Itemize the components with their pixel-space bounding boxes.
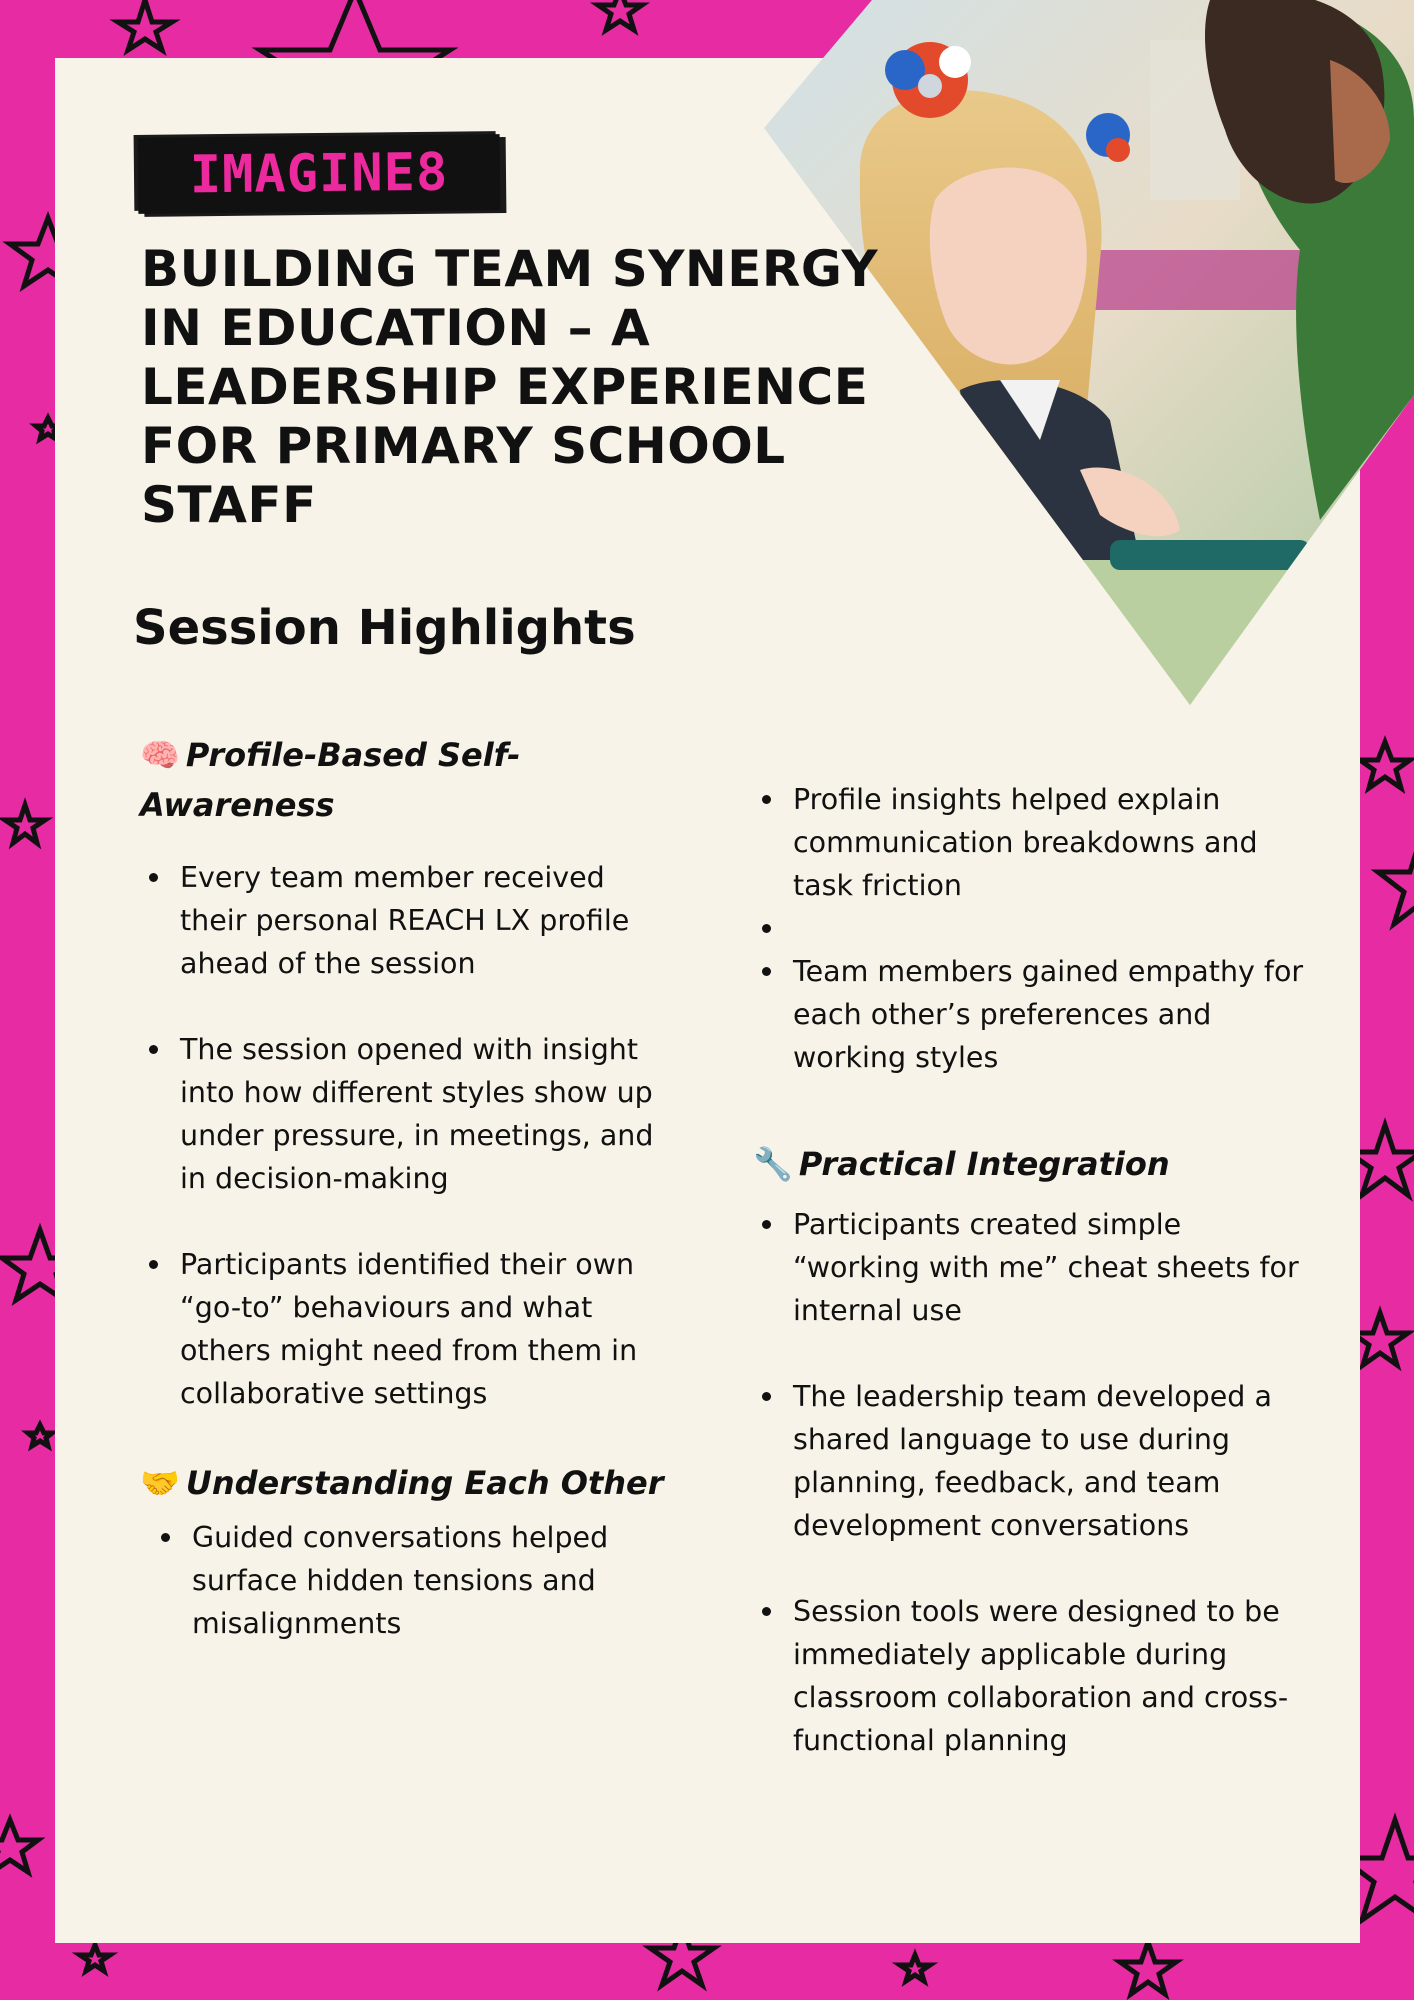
star-icon bbox=[0, 1820, 38, 1872]
list-item: Every team member received their personal REACH LX profile ahead of the session bbox=[180, 856, 680, 985]
list-item: Participants created simple “working with me” cheat sheets for internal use bbox=[793, 1203, 1313, 1332]
star-icon bbox=[5, 805, 45, 843]
star-icon bbox=[1352, 1313, 1408, 1365]
section-title: Profile-Based Self-Awareness bbox=[140, 736, 521, 824]
wrench-icon: 🔧 bbox=[753, 1145, 793, 1183]
list-item: Participants identified their own “go-to” behaviours and what others might need from them in collaborative settings bbox=[180, 1243, 680, 1415]
section-title: Practical Integration bbox=[798, 1145, 1170, 1183]
star-icon bbox=[1378, 840, 1414, 924]
list-item: Session tools were designed to be immediately applicable during classroom collaboration and cross-functional planning bbox=[793, 1590, 1313, 1762]
understanding-section bbox=[140, 1458, 680, 1645]
list-item: The leadership team developed a shared language to use during planning, feedback, and team development conversations bbox=[793, 1375, 1313, 1547]
star-icon bbox=[28, 1425, 52, 1446]
left-column bbox=[140, 730, 680, 1645]
section-heading-profile-awareness bbox=[140, 730, 680, 830]
list-item-empty bbox=[793, 907, 1313, 950]
practical-integration-list bbox=[753, 1203, 1313, 1762]
list-item: Guided conversations helped surface hidden tensions and misalignments bbox=[192, 1516, 680, 1645]
handshake-icon: 🤝 bbox=[140, 1464, 180, 1502]
section-title: Understanding Each Other bbox=[185, 1464, 664, 1502]
star-icon bbox=[1120, 1942, 1176, 1994]
star-icon bbox=[1360, 742, 1410, 788]
section-heading-understanding bbox=[140, 1458, 680, 1508]
list-item: The session opened with insight into how different styles show up under pressure, in meetings, and in decision-making bbox=[180, 1028, 680, 1200]
section-heading-practical-integration bbox=[753, 1139, 1313, 1189]
star-icon bbox=[900, 1955, 930, 1981]
understanding-list-continued bbox=[753, 778, 1313, 1079]
brain-icon: 🧠 bbox=[140, 736, 180, 774]
page-title: BUILDING TEAM SYNERGY IN EDUCATION – A LEADERSHIP EXPERIENCE FOR PRIMARY SCHOOL STAFF bbox=[141, 240, 879, 534]
practical-integration-section bbox=[753, 1139, 1313, 1762]
star-icon bbox=[80, 1945, 110, 1971]
imagine8-logo: IMAGINE8 bbox=[138, 134, 501, 214]
understanding-list bbox=[140, 1516, 680, 1645]
list-item: Team members gained empathy for each other’s preferences and working styles bbox=[793, 950, 1313, 1079]
session-highlights-heading: Session Highlights bbox=[133, 600, 636, 656]
right-column bbox=[753, 778, 1313, 1805]
profile-awareness-list bbox=[140, 856, 680, 1415]
list-item: Profile insights helped explain communication breakdowns and task friction bbox=[793, 778, 1313, 907]
